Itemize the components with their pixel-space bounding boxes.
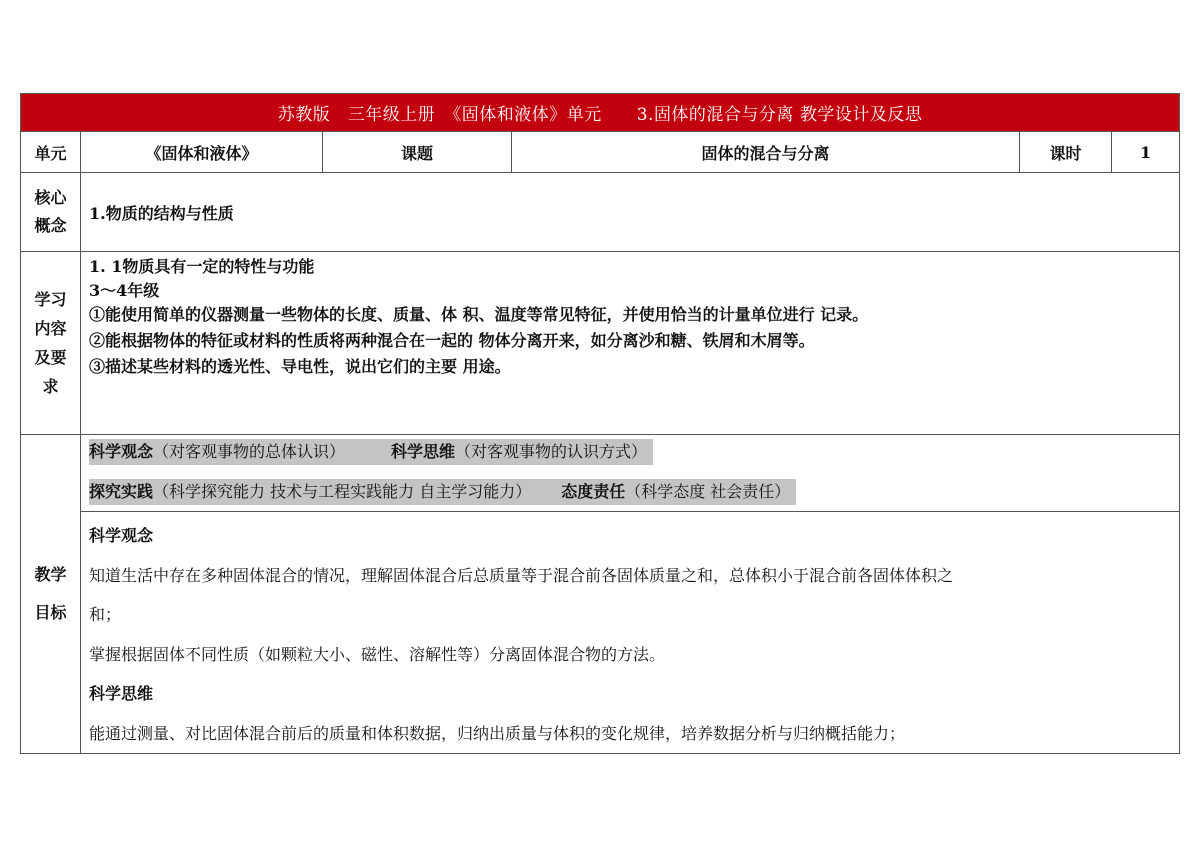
header-row — [21, 132, 1180, 173]
dimension-name: 探究实践 — [89, 482, 154, 501]
learning-content-row — [21, 252, 1180, 435]
learning-line: 3～4年级 — [89, 281, 160, 300]
learning-label-line-2: 内容 — [34, 319, 67, 338]
period-value: 1 — [1112, 132, 1180, 173]
lesson-plan-document — [20, 93, 1179, 754]
concept-line: 知道生活中存在多种固体混合的情况，理解固体混合后总质量等于混合前各固体质量之和，总体积小于混合前各固体体积之 — [89, 565, 954, 585]
core-literacy-dimensions — [81, 435, 1179, 512]
dimension-line — [89, 479, 1179, 505]
unit-label: 单元 — [21, 132, 81, 173]
document-title: 苏教版 三年级上册 《固体和液体》单元 3.固体的混合与分离 教学设计及反思 — [21, 94, 1180, 132]
concept-heading: 科学观念 — [89, 526, 154, 545]
goals-label-line-2: 目标 — [34, 603, 67, 622]
learning-content-label — [21, 252, 81, 435]
dimension-desc: （对客观事物的总体认识） — [153, 442, 346, 461]
core-label-line-2: 概念 — [34, 216, 67, 235]
lesson-value: 固体的混合与分离 — [512, 132, 1020, 173]
learning-label-line-4: 求 — [42, 377, 59, 396]
core-concept-text: 1.物质的结构与性质 — [81, 173, 1180, 252]
dimension-desc: （对客观事物的认识方式） — [455, 442, 648, 461]
learning-content-text — [81, 252, 1180, 435]
lesson-plan-table — [20, 93, 1180, 754]
dimension-desc: （科学态度 社会责任） — [625, 482, 791, 501]
period-label: 课时 — [1020, 132, 1112, 173]
teaching-goals-label — [21, 435, 81, 754]
teaching-goals-content — [81, 435, 1180, 754]
goals-body — [81, 512, 1179, 753]
lesson-label: 课题 — [323, 132, 512, 173]
goals-label-line-1: 教学 — [34, 565, 67, 584]
learning-line: ①能使用简单的仪器测量一些物体的长度、质量、体 积、温度等常见特征，并使用恰当的计量单位进行 记录。 — [89, 305, 869, 324]
dimension-desc: （科学探究能力 技术与工程实践能力 自主学习能力） — [153, 482, 532, 501]
dimension-highlight — [89, 439, 653, 465]
concept-line: 和； — [89, 605, 122, 624]
learning-line: ③描述某些材料的透光性、导电性，说出它们的主要 用途。 — [89, 357, 511, 376]
core-concept-row — [21, 173, 1180, 252]
dimension-name: 科学观念 — [89, 442, 154, 461]
dimension-highlight — [89, 479, 796, 505]
dimension-line — [89, 439, 1179, 465]
thinking-heading: 科学思维 — [89, 684, 154, 703]
learning-line: 1. 1物质具有一定的特性与功能 — [89, 257, 315, 276]
learning-line: ②能根据物体的特征或材料的性质将两种混合在一起的 物体分离开来，如分离沙和糖、铁屑和木屑等。 — [89, 331, 815, 350]
learning-label-line-3: 及要 — [34, 348, 67, 367]
teaching-goals-row — [21, 435, 1180, 754]
learning-label-line-1: 学习 — [34, 290, 67, 309]
dimension-name: 态度责任 — [561, 482, 626, 501]
dimension-name: 科学思维 — [391, 442, 456, 461]
core-concept-label — [21, 173, 81, 252]
core-label-line-1: 核心 — [34, 188, 67, 207]
thinking-line: 能通过测量、对比固体混合前后的质量和体积数据，归纳出质量与体积的变化规律，培养数据分析与归纳概括能力； — [89, 723, 906, 743]
concept-line: 掌握根据固体不同性质（如颗粒大小、磁性、溶解性等）分离固体混合物的方法。 — [89, 644, 666, 664]
unit-value: 《固体和液体》 — [81, 132, 323, 173]
